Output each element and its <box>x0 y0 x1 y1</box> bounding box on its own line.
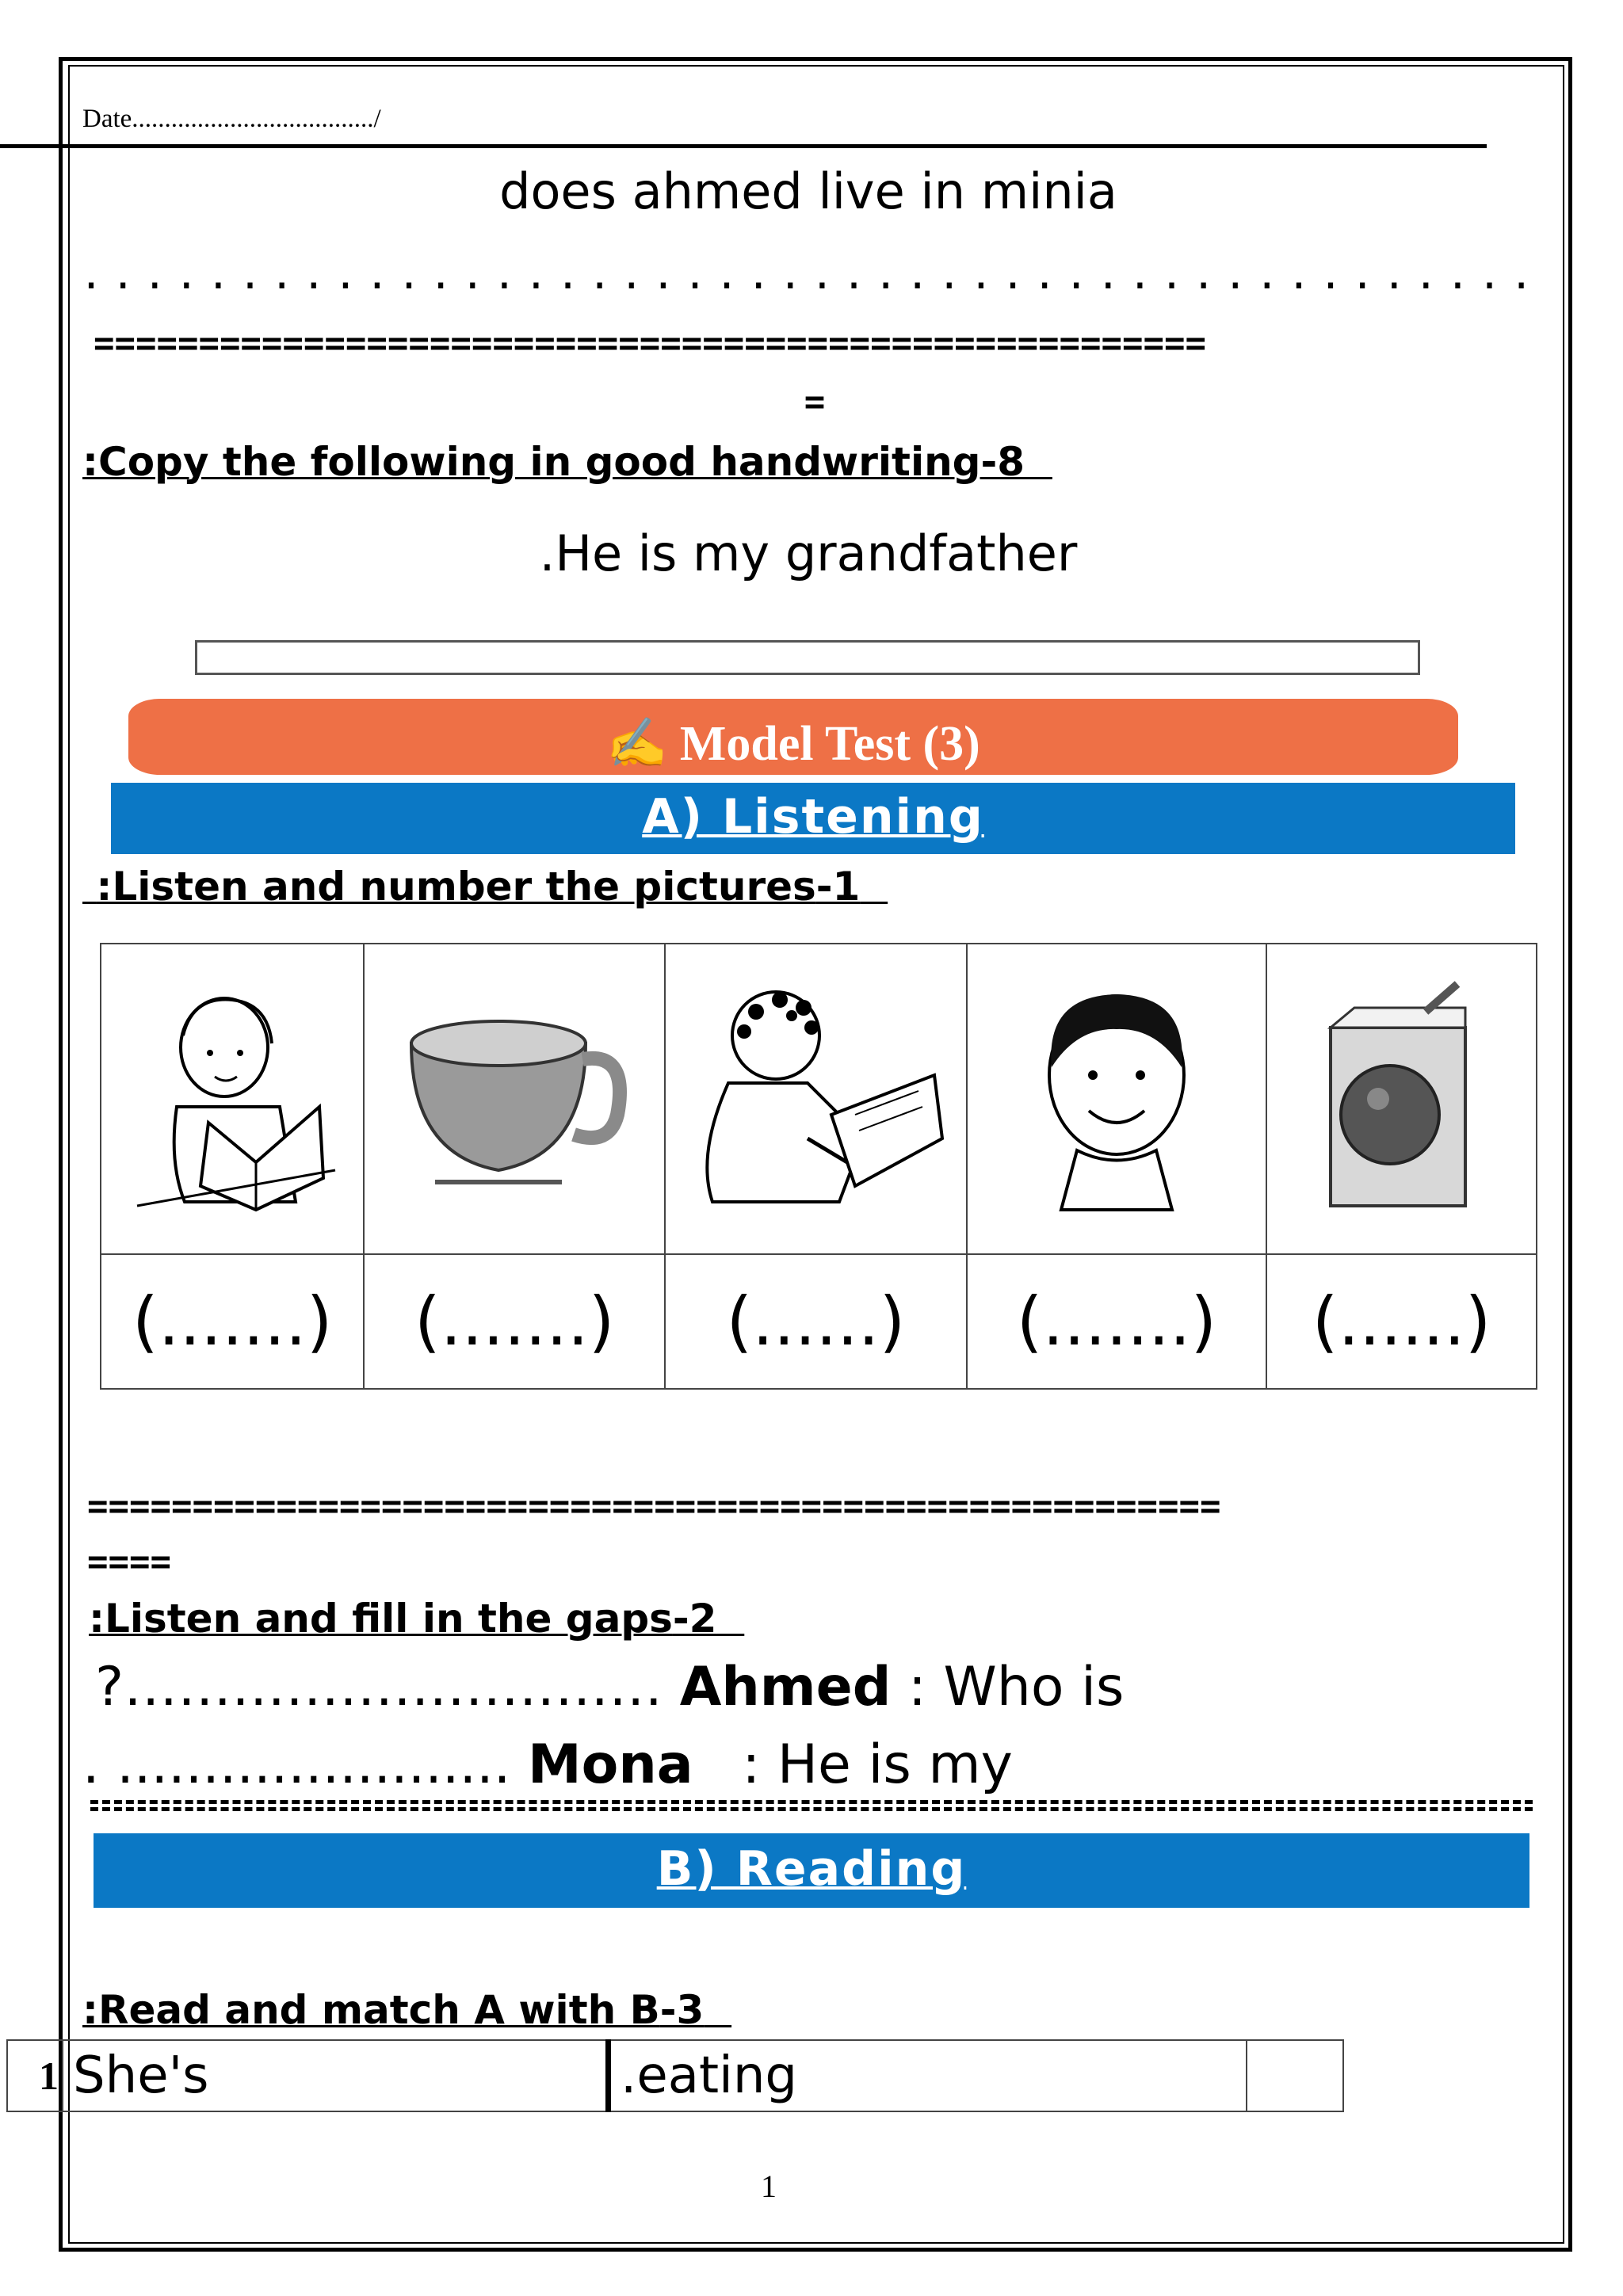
question-2-title: :Listen and fill in the gaps <box>89 1596 673 1642</box>
fill-line-mona <box>82 1733 1013 1796</box>
number-blank[interactable]: (......) <box>1266 1254 1537 1389</box>
speaker-ahmed: Ahmed <box>679 1656 892 1718</box>
number-blank[interactable]: (.......) <box>967 1254 1266 1389</box>
section-a-label: A) Listening <box>642 789 984 845</box>
number-blank[interactable]: (.......) <box>101 1254 364 1389</box>
question-8-heading <box>82 439 1052 485</box>
fill-gap[interactable]: . ....................... <box>82 1733 511 1796</box>
fill-text: : Who is <box>908 1656 1125 1718</box>
fill-gap[interactable]: ?………………………… <box>95 1656 663 1718</box>
question-8-title: :Copy the following in good handwriting <box>82 439 981 485</box>
girl-writing-icon <box>681 980 950 1218</box>
answer-cell[interactable] <box>1247 2040 1343 2111</box>
separator-line: ===================================================== <box>94 323 1206 364</box>
speaker-mona: Mona <box>528 1733 693 1796</box>
column-a-cell: She's <box>63 2040 609 2111</box>
picture-cell <box>967 944 1266 1254</box>
separator-line: ====================================================== <box>87 1486 1221 1527</box>
orange-juice-box-icon <box>1307 980 1497 1218</box>
pictures-table <box>100 943 1537 1390</box>
question-2-heading <box>89 1596 744 1642</box>
row-index: 1 <box>7 2040 63 2111</box>
writing-hand-icon: ✍ <box>606 717 668 771</box>
section-b-bar <box>94 1833 1529 1908</box>
question-8-number: -8 <box>980 439 1025 485</box>
page-number: 1 <box>761 2168 777 2204</box>
boy-face-icon <box>1014 980 1220 1218</box>
question-3-heading <box>82 1987 731 2033</box>
answer-dots: .............................................. <box>79 252 1541 298</box>
question-2-number: -2 <box>672 1596 717 1642</box>
handwriting-box[interactable] <box>195 640 1420 675</box>
question-1-title: :Listen and number the pictures <box>96 864 816 910</box>
model-test-label: Model Test (3) <box>679 717 980 771</box>
header-rule <box>0 144 1487 148</box>
number-blank[interactable]: (.......) <box>364 1254 665 1389</box>
question-1-number: -1 <box>815 864 861 910</box>
question-3-title: :Read and match A with B <box>82 1987 660 2033</box>
picture-cell <box>1266 944 1537 1254</box>
section-b-label: B) Reading <box>656 1841 967 1897</box>
separator-line-end: ==== <box>87 1542 171 1582</box>
question-7-sentence: does ahmed live in minia <box>499 162 1117 220</box>
picture-cell <box>364 944 665 1254</box>
dashed-separator <box>90 1800 1533 1811</box>
date-label: Date...................................../ <box>82 105 381 133</box>
copy-sentence: .He is my grandfather <box>539 524 1078 582</box>
model-test-title <box>128 715 1458 772</box>
column-b-cell: .eating <box>609 2040 1247 2111</box>
table-row <box>7 2040 1343 2111</box>
picture-cell <box>665 944 967 1254</box>
cup-icon <box>395 996 633 1202</box>
number-blank[interactable]: (......) <box>665 1254 967 1389</box>
match-table <box>6 2039 1344 2112</box>
fill-text: : He is my <box>742 1733 1013 1796</box>
section-a-bar <box>111 783 1515 854</box>
question-3-number: -3 <box>659 1987 705 2033</box>
question-1-heading <box>82 864 888 910</box>
fill-line-ahmed <box>95 1656 1124 1718</box>
picture-cell <box>101 944 364 1254</box>
girl-reading-icon <box>121 980 343 1218</box>
separator-line-end: = <box>804 382 826 422</box>
